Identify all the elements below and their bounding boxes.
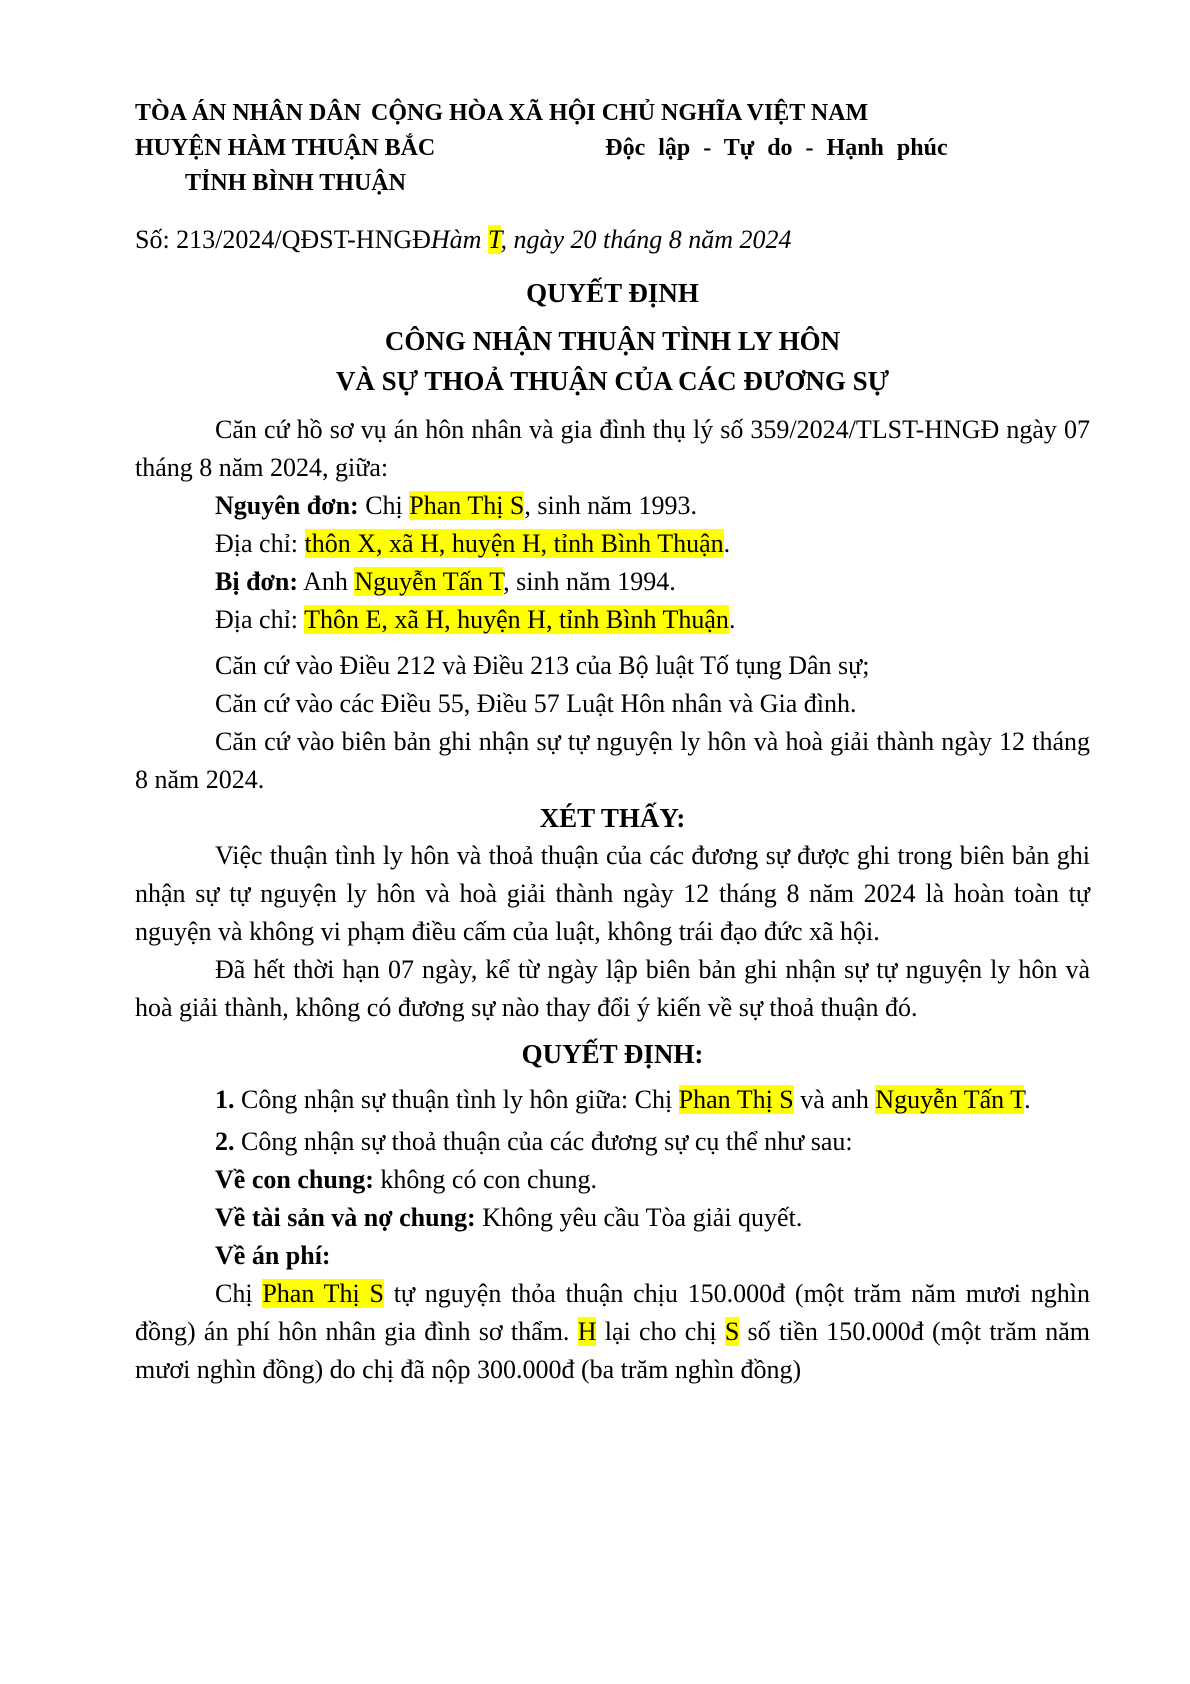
fee-redacted-s-highlight: S [724,1317,740,1346]
fee-plaintiff-name-highlight: Phan Thị S [262,1279,384,1308]
fee-mid2: lại cho chị [596,1317,725,1346]
decision-item-2-text: Công nhận sự thoả thuận của các đương sự cụ thể như sau: [234,1127,853,1156]
fee-mid1: tự nguyện thỏa thuận chịu 150.000đ (một trăm năm mươi nghìn đồng) án phí hôn nhân gia đình sơ thẩm. [135,1279,1090,1346]
defendant-label: Bị đơn: [215,567,299,596]
header-line-1 [135,96,1090,131]
defendant-line [135,563,1090,601]
fee-pre: Chị [215,1279,263,1308]
fee-redacted-h-highlight: H [577,1317,597,1346]
plaintiff-name-highlight: Phan Thị S [409,491,525,520]
title-decision: QUYẾT ĐỊNH [526,278,699,308]
plaintiff-address-highlight: thôn X, xã H, huyện H, tỉnh Bình Thuận [304,529,724,558]
national-motto: Độc lập - Tự do - Hạnh phúc [605,135,948,161]
ground-2: Căn cứ vào các Điều 55, Điều 57 Luật Hôn nhân và Gia đình. [215,689,857,718]
plaintiff-post: , sinh năm 1993. [524,491,698,520]
defendant-address-post: . [728,605,736,634]
plaintiff-pre: Chị [358,491,410,520]
decision-item-1-number: 1. [215,1085,235,1114]
property-text: Không yêu cầu Tòa giải quyết. [475,1203,803,1232]
court-name-line3: TỈNH BÌNH THUẬN [185,170,406,196]
decision-defendant-name-highlight: Nguyễn Tấn T [875,1085,1025,1114]
header-line-2 [135,131,1090,166]
decision-plaintiff-name-highlight: Phan Thị S [678,1085,794,1114]
defendant-address-line [135,601,1090,639]
defendant-address-highlight: Thôn E, xã H, huyện H, tỉnh Bình Thuận [304,605,729,634]
plaintiff-line [135,487,1090,525]
decision-item-1-pre: Công nhận sự thuận tình ly hôn giữa: Chị [234,1085,679,1114]
children-text: không có con chung. [373,1165,598,1194]
defendant-name-highlight: Nguyễn Tấn T [354,567,504,596]
decision-item-2 [135,1123,1090,1161]
decision-item-1-post: . [1024,1085,1031,1114]
case-number-line [135,221,1090,259]
case-number: Số: 213/2024/QĐST-HNGĐ [135,225,431,254]
decision-item-2-number: 2. [215,1127,235,1156]
fee-label: Về án phí: [215,1241,331,1270]
plaintiff-address-post: . [723,529,731,558]
property-clause [135,1199,1090,1237]
defendant-post: , sinh năm 1994. [503,567,676,596]
property-label: Về tài sản và nợ chung: [215,1203,476,1232]
section-heading-decision: QUYẾT ĐỊNH: [521,1039,704,1069]
consideration-paragraph-2: Đã hết thời hạn 07 ngày, kể từ ngày lập biên bản ghi nhận sự tự nguyện ly hôn và hoà giải thành, không có đương sự nào thay đổi ý kiến về sự thoả thuận đó. [135,955,1090,1022]
intro-paragraph: Căn cứ hồ sơ vụ án hôn nhân và gia đình thụ lý số 359/2024/TLST-HNGĐ ngày 07 tháng 8 năm 2024, giữa: [135,415,1090,482]
plaintiff-address-label: Địa chỉ: [215,529,305,558]
decision-item-1 [135,1081,1090,1119]
fee-post: số tiền 150.000đ (một trăm năm mươi nghìn đồng) do chị đã nộp 300.000đ (ba trăm nghìn đồng) [135,1317,1091,1384]
defendant-pre: Anh [298,567,355,596]
fee-paragraph [135,1275,1090,1389]
document-header [135,96,1090,201]
header-line-3 [135,166,1090,201]
ground-1: Căn cứ vào Điều 212 và Điều 213 của Bộ luật Tố tụng Dân sự; [215,651,870,680]
title-subject-line1: CÔNG NHẬN THUẬN TÌNH LY HÔN [384,326,841,356]
section-heading-consideration: XÉT THẤY: [539,803,686,833]
court-name-line1: TÒA ÁN NHÂN DÂN [135,100,362,126]
ground-3: Căn cứ vào biên bản ghi nhận sự tự nguyện ly hôn và hoà giải thành ngày 12 tháng 8 năm 2024. [135,727,1090,794]
place-redacted-highlight: T [487,225,501,254]
court-name-line2: HUYỆN HÀM THUẬN BẮC [135,135,436,161]
fee-heading-line [135,1237,1090,1275]
plaintiff-address-line [135,525,1090,563]
defendant-address-label: Địa chỉ: [215,605,305,634]
place-prefix: Hàm [430,225,488,254]
children-label: Về con chung: [215,1165,374,1194]
children-clause [135,1161,1090,1199]
title-subject-line2: VÀ SỰ THOẢ THUẬN CỦA CÁC ĐƯƠNG SỰ [335,366,890,396]
national-title: CỘNG HÒA XÃ HỘI CHỦ NGHĨA VIỆT NAM [371,100,869,126]
decision-date: , ngày 20 tháng 8 năm 2024 [500,225,792,254]
plaintiff-label: Nguyên đơn: [215,491,359,520]
consideration-paragraph-1: Việc thuận tình ly hôn và thoả thuận của các đương sự được ghi trong biên bản ghi nhận sự tự nguyện ly hôn và hoà giải thành ngày 12 tháng 8 năm 2024 là hoàn toàn tự nguyện và không vi phạm điều cấm của luật, không trái đạo đức xã hội. [135,841,1090,946]
decision-item-1-mid: và anh [793,1085,876,1114]
